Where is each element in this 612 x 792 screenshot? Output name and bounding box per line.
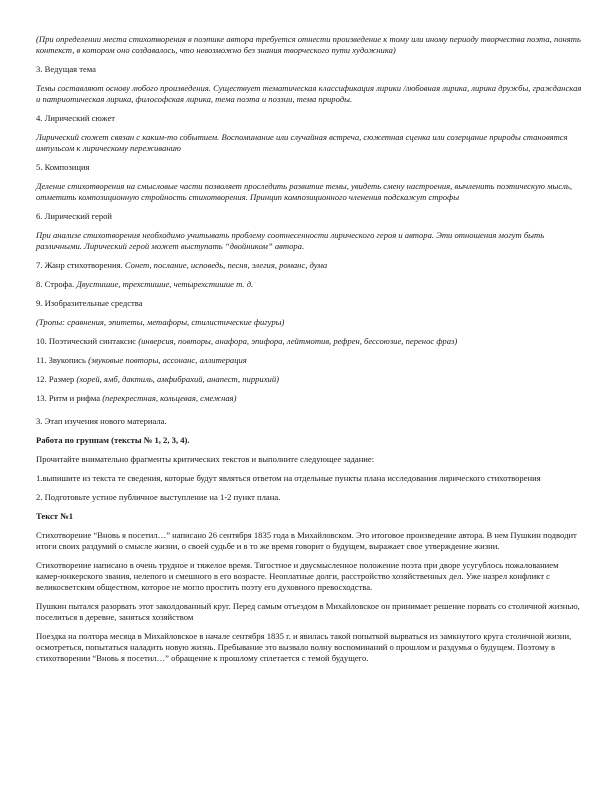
plan-item-9 [36,298,582,309]
plan-item-desc: Темы составляют основу любого произведения. Существует тематическая классификация лирики /любовная лирика, лирика дружбы, гражданская и патриотическая лирика, философская лирика, тема поэта и поэзии, тема природы. [36,83,582,104]
text-title: Текст №1 [36,511,74,521]
document-page [36,34,582,672]
plan-item-4 [36,113,582,154]
plan-item-7 [36,260,582,271]
group-work-heading: Работа по группам (тексты № 1, 2, 3, 4). [36,435,190,445]
plan-item-label: 8. Строфа. [36,279,75,289]
plan-item-label: 7. Жанр стихотворения. [36,260,123,270]
body-paragraph: Пушкин пытался разорвать этот заколдованный круг. Перед самым отъездом в Михайловское он принимает решение порвать со столичной жизнью, поселиться в деревне, заняться хозяйством [36,601,580,622]
plan-item-5 [36,162,582,203]
intro-note: (При определении места стихотворения в поэтике автора требуется отнести произведение к тому или иному периоду творчества поэта, понять контекст, в котором оно создавалось, что невозможно без знания творческого пути художника) [36,34,581,55]
plan-item-label: 12. Размер [36,374,75,384]
plan-item-3 [36,64,582,105]
plan-item-6 [36,211,582,252]
plan-item-desc: (хорей, ямб, дактиль, амфибрахий, анапест, пиррихий) [76,374,279,384]
plan-item-label: 4. Лирический сюжет [36,113,116,123]
plan-item-desc: (Тропы: сравнения, эпитеты, метафоры, стилистические фигуры) [36,317,285,327]
plan-item-label: 9. Изобразительные средства [36,298,143,308]
plan-item-label: 13. Ритм и рифма [36,393,101,403]
plan-item-12 [36,374,582,385]
body-paragraph: Поездка на полтора месяца в Михайловское в начале сентября 1835 г. и явилась такой попыткой вырваться из замкнутого круга столичной жизни, осмотреться, попытаться наладить новую жизнь. Пребывание это вызвало волну воспоминаний о прошлом и раздумья о будущем. Поэтому в стихотворении “Вновь я посетил…” обращение к прошлому сплетается с темой будущего. [36,631,572,663]
plan-item-13 [36,393,582,404]
plan-item-11 [36,355,582,366]
body-paragraph: Стихотворение “Вновь я посетил…” написано 26 сентября 1835 года в Михайловском. Это итоговое произведение автора. В нем Пушкин подводит итоги своих раздумий о смысле жизни, о своей судьбе и в то же время говорит о будущем, выражает свое утверждение жизни. [36,530,577,551]
plan-item-desc: (перекрестная, кольцевая, смежная) [102,393,237,403]
plan-item-desc: Лирический сюжет связан с каким-то событием. Воспоминание или случайная встреча, сюжетная сценка или созерцание природы становятся импульсом к лирическому переживанию [36,132,568,153]
plan-item-label: 10. Поэтический синтаксис [36,336,137,346]
instruction-text: Прочитайте внимательно фрагменты критических текстов и выполните следующее задание: [36,454,375,464]
plan-item-label: 6. Лирический герой [36,211,113,221]
plan-item-label: 3. Ведущая тема [36,64,96,74]
plan-item-8 [36,279,582,290]
plan-item-desc: Сонет, послание, исповедь, песня, элегия, романс, дума [124,260,328,270]
plan-item-desc: (звуковые повторы, ассонанс, аллитерация [88,355,247,365]
task-2: 2. Подготовьте устное публичное выступление на 1-2 пункт плана. [36,492,281,502]
plan-item-desc: При анализе стихотворения необходимо учитывать проблему соотнесенности лирического героя и автора. Эти отношения могут быть различными. Лирический герой может выступать “двойником” автора. [36,230,545,251]
body-paragraph: Стихотворение написано в очень трудное и тяжелое время. Тягостное и двусмысленное положение поэта при дворе усугублось пожалованием камер-юнкерского звания, нелепого и смешного в его возрасте. Неоплатные долги, расстройство хозяйственных дел. Уже назрел конфликт с великосветским обществом, которое не могло простить поэту его духовного превосходства. [36,560,559,592]
task-1: 1.выпишите из текста те сведения, которые будут являться ответом на отдельные пункты плана исследования лирического стихотворения [36,473,541,483]
plan-item-label: 11. Звукопись [36,355,86,365]
plan-item-desc: Деление стихотворения на смысловые части позволяет проследить развитие темы, увидеть смену настроения, вычленить поэтическую мысль, отметить композиционную стройность стихотворения. Принцип композиционного членения подскажут строфы [36,181,572,202]
plan-item-desc: Двустишие, трехстишие, четырехстишие т. д. [76,279,254,289]
plan-item-10 [36,336,582,347]
stage-heading: 3. Этап изучения нового материала. [36,416,167,426]
plan-item-desc: (инверсия, повторы, анафора, эпифора, лейтмотив, рефрен, бессоюзие, перенос фраз) [138,336,458,346]
plan-item-label: 5. Композиция [36,162,90,172]
